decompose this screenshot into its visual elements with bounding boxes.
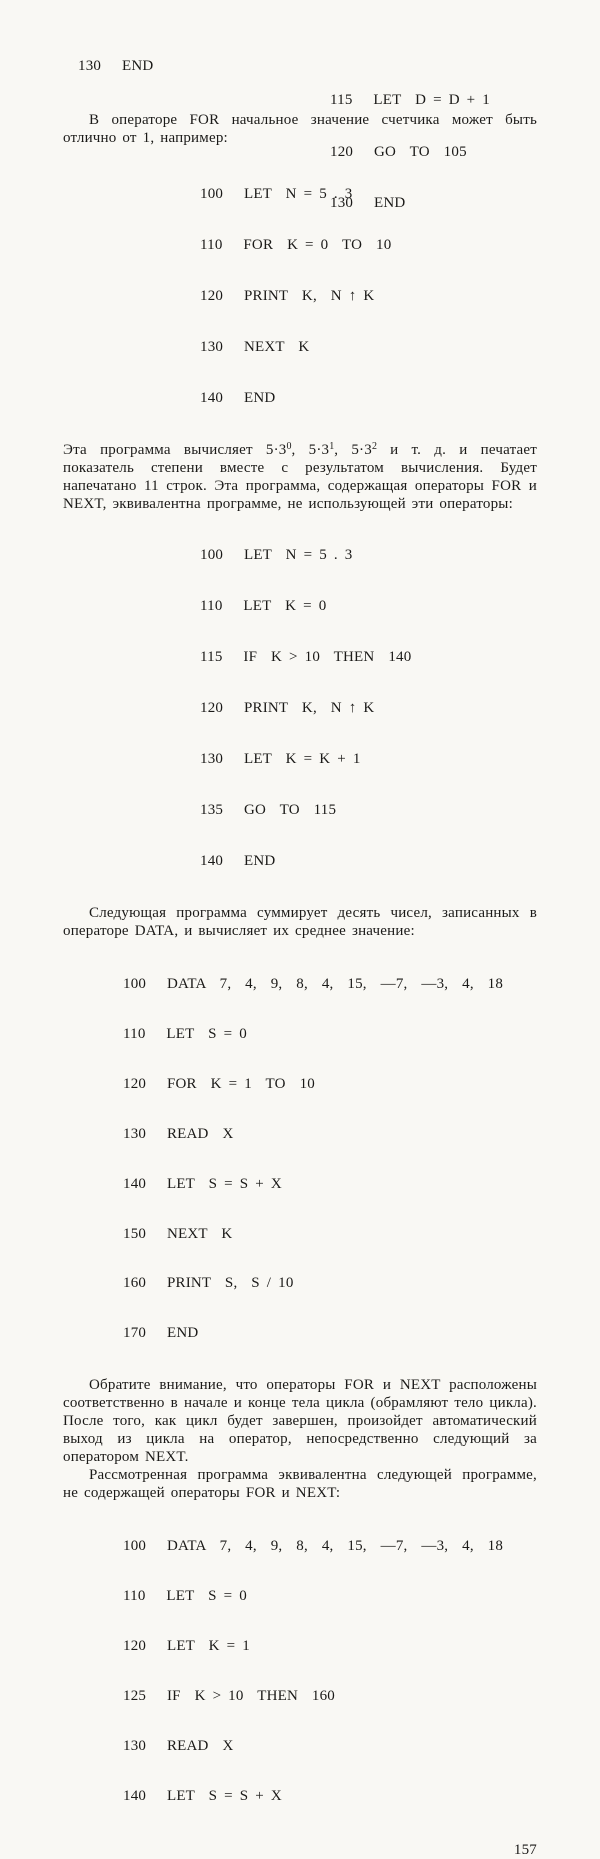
code-line: 120 PRINT K, N ↑ K: [200, 700, 375, 716]
superscript: 1: [329, 441, 335, 452]
code-line: 160 PRINT S, S / 10: [123, 1275, 294, 1292]
code-line: 130 END: [78, 58, 154, 74]
paragraph: Рассмотренная программа эквивалентна следующей программе, не содержащей операторы FOR и NEXT:: [63, 1467, 537, 1502]
code-line: 110 LET S = 0: [123, 1025, 247, 1042]
code-line: 110 LET K = 0: [200, 598, 327, 614]
superscript: 2: [371, 441, 377, 452]
code-line: 120 PRINT K, N ↑ K: [200, 288, 375, 304]
code-line: 115 LET D = D + 1: [330, 92, 490, 108]
code-line: 100 LET N = 5 . 3: [200, 186, 353, 202]
code-line: 130 END: [330, 195, 406, 211]
paragraph: Обратите внимание, что операторы FOR и NEXT расположены соответственно в начале и конце тела цикла (обрамляют тело цикла). После того, как цикл будет завершен, произойдет автоматический выход из цикла на оператор, непосредственно следующий за оператором NEXT.: [63, 1377, 537, 1466]
code-line: 120 GO TO 105: [330, 143, 467, 160]
superscript: 0: [286, 441, 292, 452]
code-listing-no-for-equivalent: [200, 513, 537, 904]
code-line: 130 READ X: [123, 1737, 234, 1754]
code-line: 100 DATA 7, 4, 9, 8, 4, 15, —7, —3, 4, 18: [123, 1538, 504, 1555]
paragraph-text: Эта программа вычисляет 5·3: [63, 442, 287, 458]
code-line: 140 END: [200, 853, 276, 869]
code-line: 125 IF K > 10 THEN 160: [123, 1687, 335, 1704]
code-line: 100 LET N = 5 . 3: [200, 547, 353, 563]
code-line: 115 IF K > 10 THEN 140: [200, 649, 412, 665]
code-line: 110 FOR K = 0 TO 10: [200, 237, 392, 253]
code-line: 100 DATA 7, 4, 9, 8, 4, 15, —7, —3, 4, 18: [123, 976, 504, 992]
code-listing-data-sum-no-for: [123, 1505, 537, 1838]
page-number: 157: [513, 1841, 537, 1858]
code-line: 110 LET S = 0: [123, 1588, 247, 1605]
paragraph-text: и т. д. и печатает показатель степени вместе с результатом вычисления. Будет напечатано 11 строк. Эта программа, содержащая операторы FOR и NEXT, эквивалентна программе, не использующей эти операторы:: [63, 442, 538, 512]
code-line: 140 END: [200, 390, 276, 406]
code-block-continuation: [330, 58, 490, 247]
paragraph: В операторе FOR начальное значение счетчика может быть отлично от 1, например:: [63, 112, 537, 146]
code-line: 120 LET K = 1: [123, 1638, 250, 1655]
paragraph-text: , 5·3: [334, 442, 372, 458]
paragraph: Следующая программа суммирует десять чисел, записанных в операторе DATA, и вычисляет их среднее значение:: [63, 905, 537, 939]
code-line: 150 NEXT K: [123, 1225, 233, 1242]
code-line: 130 NEXT K: [200, 339, 310, 355]
code-listing-data-sum: [123, 943, 537, 1376]
code-line: 130 READ X: [123, 1125, 234, 1142]
code-line: 120 FOR K = 1 TO 10: [123, 1075, 315, 1092]
paragraph-text: , 5·3: [291, 442, 330, 458]
paragraph: [63, 441, 537, 513]
code-line: 135 GO TO 115: [200, 802, 337, 818]
code-line: 140 LET S = S + X: [123, 1175, 282, 1192]
code-line: 140 LET S = S + X: [123, 1787, 282, 1804]
code-line: 170 END: [123, 1325, 199, 1342]
code-line: 130 LET K = K + 1: [200, 751, 361, 767]
